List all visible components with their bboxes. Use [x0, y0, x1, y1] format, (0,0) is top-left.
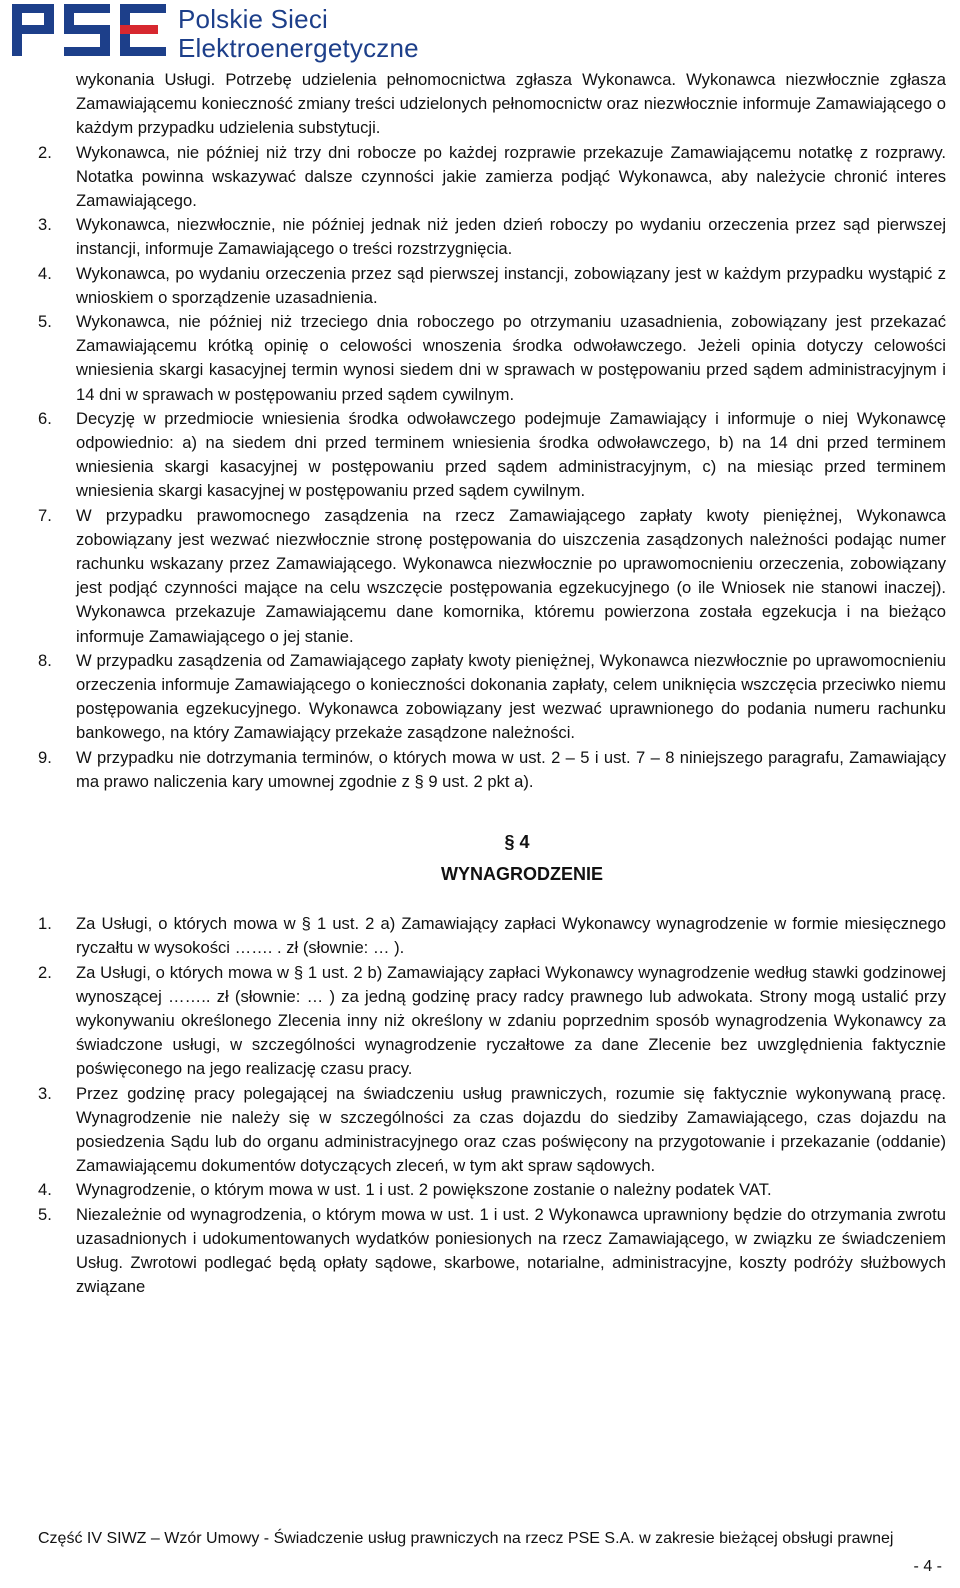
- list-item-number: 5.: [38, 1204, 52, 1224]
- list-item-number: 4.: [38, 1180, 52, 1200]
- brand-name: [178, 5, 419, 63]
- document-body: [38, 68, 946, 1299]
- brand-line-2: Elektroenergetyczne: [178, 33, 419, 63]
- list-item-text: Wykonawca, niezwłocznie, nie później jednak niż jeden dzień roboczy po wydaniu orzeczenia przez sąd pierwszej instancji, informuje Zamawiającego o treści rozstrzygnięcia.: [76, 215, 946, 259]
- section-title: WYNAGRODZENIE: [441, 864, 603, 885]
- list-item-text: Za Usługi, o których mowa w § 1 ust. 2 a) Zamawiający zapłaci Wykonawcy wynagrodzenie w formie miesięcznego ryczałtu w wysokości ……. . zł (słownie: … ).: [76, 914, 946, 958]
- list-item: [38, 407, 946, 504]
- list-item-number: 7.: [38, 505, 52, 525]
- list-item-number: 2.: [38, 142, 52, 162]
- list-item: [38, 213, 946, 261]
- list-item-text: Decyzję w przedmiocie wniesienia środka odwoławczego podejmuje Zamawiający i informuje o niej Wykonawcę odpowiednio: a) na siedem dni przed terminem wniesienia środka odwoławczego, b) na 14 dni przed terminem wniesienia skargi kasacyjnej w postępowaniu przed sądem administracyjnym, c) na miesiąc przed terminem wniesienia skargi kasacyjnej w postępowaniu przed sądem cywilnym.: [76, 408, 946, 501]
- document-header: [10, 2, 480, 64]
- section3-list: [38, 141, 946, 794]
- list-item: [38, 649, 946, 746]
- brand-line-1: Polskie Sieci: [178, 4, 328, 34]
- pse-logo-icon: [10, 2, 170, 62]
- list-item: [38, 1178, 946, 1202]
- section4-list: [38, 912, 946, 1299]
- list-item-text: Wykonawca, nie później niż trzy dni robocze po każdej rozprawie przekazuje Zamawiającemu notatkę z rozprawy. Notatka powinna wskazywać dalsze czynności jakie zamierza podjąć Wykonawca, aby należycie chronić interes Zamawiającego.: [76, 142, 946, 211]
- list-item-number: 2.: [38, 962, 52, 982]
- list-item-number: 4.: [38, 263, 52, 283]
- list-item-number: 5.: [38, 312, 52, 332]
- list-item: [38, 912, 946, 960]
- list-item-number: 9.: [38, 747, 52, 767]
- list-item: [38, 961, 946, 1082]
- list-item-text: Za Usługi, o których mowa w § 1 ust. 2 b) Zamawiający zapłaci Wykonawcy wynagrodzenie według stawki godzinowej wynoszącej …….. zł (słownie: … ) za jedną godzinę pracy radcy prawnego lub adwokata. Strony mogą ustalić przy wykonywaniu określonego Zlecenia inny niż określony w zdaniu poprzednim sposób wynagrodzenia Wykonawcy za świadczone usługi, w szczególności wynagrodzenie ryczałtowe za dane Zlecenie bez uwzględnienia faktycznie poświęconego na jego realizację czasu pracy.: [76, 962, 946, 1079]
- list-item-text: Przez godzinę pracy polegającej na świadczeniu usług prawniczych, rozumie się faktycznie wykonywaną pracę. Wynagrodzenie nie należy się w szczególności za czas dojazdu do siedziby Zamawiającego, czas dojazdu na posiedzenia Sądu lub do organu administracyjnego oraz czas poświęcony na przygotowanie i przekazanie (oddanie) Zamawiającemu dokumentów dotyczących zleceń, w tym akt spraw sądowych.: [76, 1083, 946, 1176]
- list-item: [38, 310, 946, 407]
- list-item-number: 3.: [38, 1083, 52, 1103]
- list-item: [38, 262, 946, 310]
- list-item: [38, 1082, 946, 1179]
- list-item-text: Wynagrodzenie, o którym mowa w ust. 1 i ust. 2 powiększone zostanie o należny podatek VAT.: [76, 1180, 772, 1200]
- list-item-number: 6.: [38, 408, 52, 428]
- list-item-text: W przypadku prawomocnego zasądzenia na rzecz Zamawiającego zapłaty kwoty pieniężnej, Wykonawca zobowiązany jest wezwać niezwłocznie stronę postępowania do uiszczenia zasądzonych należności podając numer rachunku wskazany przez Zamawiającego. Wykonawca niezwłocznie po uprawomocnieniu orzeczenia, zobowiązany jest podjąć czynności mające na celu wszczęcie postępowania egzekucyjnego (o ile Wniosek nie stanowi inaczej). Wykonawca przekazuje Zamawiającemu dane komornika, któremu powierzona została egzekucja i na bieżąco informuje Zamawiającego o jej stanie.: [76, 505, 946, 646]
- list-item: [38, 504, 946, 649]
- list-item-text: W przypadku nie dotrzymania terminów, o których mowa w ust. 2 – 5 i ust. 7 – 8 niniejszego paragrafu, Zamawiający ma prawo naliczenia kary umownej zgodnie z § 9 ust. 2 pkt a).: [76, 747, 946, 791]
- list-item-text: Niezależnie od wynagrodzenia, o którym mowa w ust. 1 i ust. 2 Wykonawca uprawniony będzie do otrzymania zwrotu uzasadnionych i udokumentowanych wydatków poniesionych na rzecz Zamawiającego, w związku ze świadczeniem Usług. Zwrotowi podlegać będą opłaty sądowe, skarbowe, notarialne, administracyjne, koszty podróży służbowych związane: [76, 1204, 946, 1297]
- intro-paragraph: wykonania Usługi. Potrzebę udzielenia pełnomocnictwa zgłasza Wykonawca. Wykonawca niezwłocznie zgłasza Zamawiającemu konieczność zmiany treści udzielonych pełnomocnictw oraz niezwłocznie informuje Zamawiającego o każdym przypadku udzielenia substytucji.: [76, 70, 946, 138]
- section-number: § 4: [504, 832, 530, 853]
- list-item: [38, 1203, 946, 1300]
- page-number: - 4 -: [913, 1558, 942, 1575]
- list-item-text: Wykonawca, nie później niż trzeciego dnia roboczego po otrzymaniu uzasadnienia, zobowiązany jest przekazać Zamawiającemu krótką opinię o celowości wnoszenia środka odwoławczego. Jeżeli opinia dotyczy celowości wniesienia skargi kasacyjnej termin wynosi siedem dni w sprawach w postępowaniu przed sądem administracyjnym i 14 dni w sprawach w postępowaniu przed sądem cywilnym.: [76, 312, 946, 404]
- list-item-text: Wykonawca, po wydaniu orzeczenia przez sąd pierwszej instancji, zobowiązany jest w każdym przypadku wystąpić z wnioskiem o sporządzenie uzasadnienia.: [76, 263, 946, 307]
- list-item: [38, 141, 946, 214]
- list-item-number: 3.: [38, 215, 52, 235]
- list-item-text: W przypadku zasądzenia od Zamawiającego zapłaty kwoty pieniężnej, Wykonawca niezwłocznie po uprawomocnieniu orzeczenia informuje Zamawiającego o konieczności dokonania zapłaty, celem uniknięcia wszczęcia przeciwko niemu postępowania egzekucyjnego. Wykonawca zobowiązany jest wezwać uprawnionego do podania numeru rachunku bankowego, na który Zamawiający przekaże zasądzone należności.: [76, 650, 946, 743]
- list-item-number: 1.: [38, 914, 52, 934]
- list-item-number: 8.: [38, 650, 52, 670]
- page-footer: Część IV SIWZ – Wzór Umowy - Świadczenie usług prawniczych na rzecz PSE S.A. w zakresie bieżącej obsługi prawnej: [38, 1530, 894, 1547]
- list-item: [38, 746, 946, 794]
